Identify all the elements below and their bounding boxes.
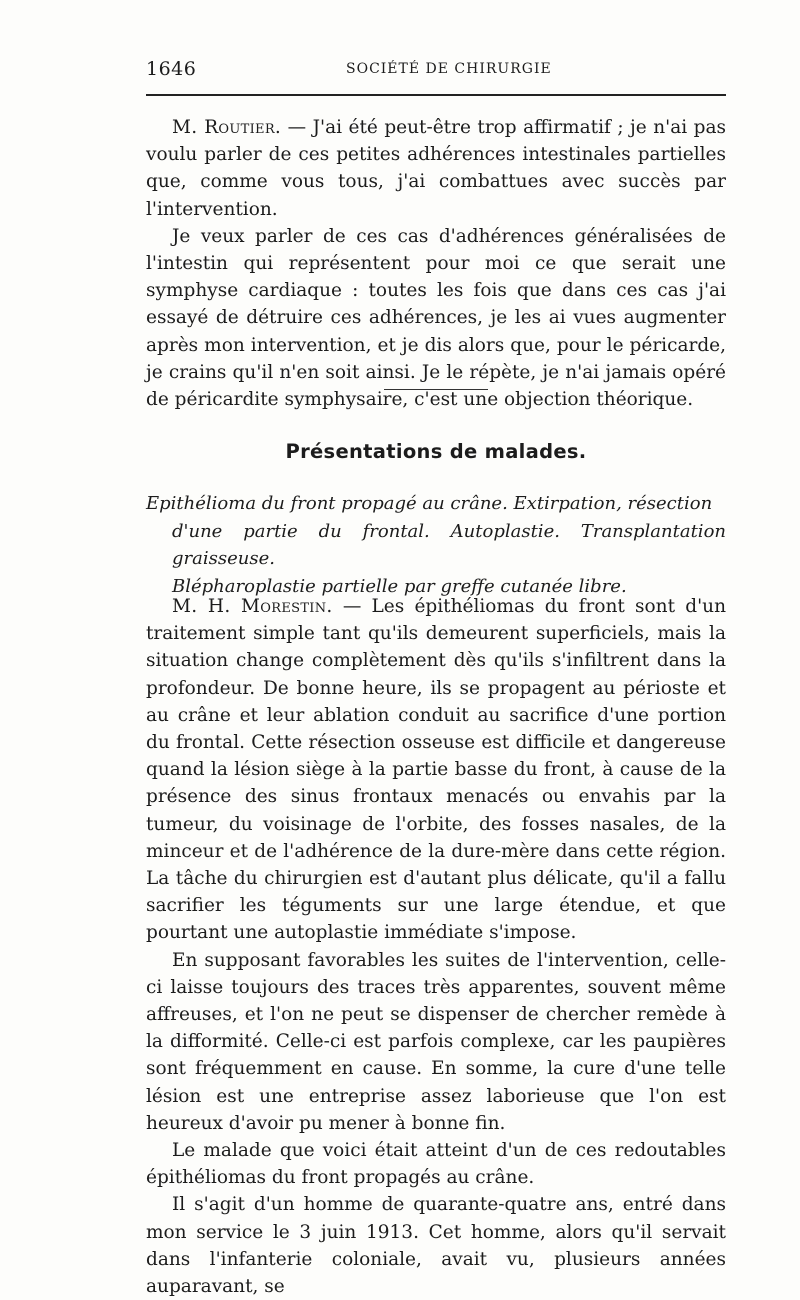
speaker-name: M. H. Morestin. (172, 596, 333, 617)
header-rule (146, 94, 726, 96)
case-title-line-3: Blépharoplastie partielle par greffe cutanée libre. (172, 575, 627, 597)
running-title: SOCIÉTÉ DE CHIRURGIE (346, 61, 552, 77)
case-paragraph-4: Il s'agit d'un homme de quarante-quatre ans, entré dans mon service le 3 juin 1913. Cet homme, alors qu'il servait dans l'infanterie coloniale, avait vu, plusieurs années auparavant, se (146, 1194, 726, 1298)
case-title (146, 490, 726, 600)
case-title-line-2: d'une partie du frontal. Autoplastie. Transplantation graisseuse. (172, 520, 726, 569)
discussion-paragraph-1 (146, 114, 726, 223)
paragraph-text: — Les épithéliomas du front sont d'un traitement simple tant qu'ils demeurent superficiels, mais la situation change complètement dès qu'ils s'infiltrent dans la profondeur. De bonne heure, ils se propagent au périoste et au crâne et leur ablation conduit au sacrifice d'une portion du frontal. Cette résection osseuse est difficile et dangereuse quand la lésion siège à la partie basse du front, à cause de la présence des sinus frontaux menacés ou envahis par la tumeur, du voisinage de l'orbite, des fosses nasales, de la minceur et de l'adhérence de la dure-mère dans cette région. La tâche du chirurgien est d'autant plus délicate, qu'il a fallu sacrifier les téguments sur une large étendue, et que pourtant une autoplastie immédiate s'impose. (146, 596, 726, 944)
case-title-line-1: Epithélioma du front propagé au crâne. Extirpation, résection (146, 493, 713, 514)
case-body (146, 593, 726, 1300)
section-heading: Présentations de malades. (285, 440, 587, 463)
case-paragraph-3: Le malade que voici était atteint d'un de ces redoutables épithéliomas du front propagés au crâne. (146, 1140, 726, 1189)
case-paragraph-2: En supposant favorables les suites de l'intervention, celle-ci laisse toujours des traces très apparentes, souvent même affreuses, et l'on ne peut se dispenser de chercher remède à la difformité. Celle-ci est parfois complexe, car les paupières sont fréquemment en cause. En somme, la cure d'une telle lésion est une entreprise assez laborieuse que l'on est heureux d'avoir pu mener à bonne fin. (146, 949, 726, 1134)
case-paragraph-1 (146, 593, 726, 947)
section-separator (384, 389, 488, 390)
page-number: 1646 (146, 58, 197, 80)
running-head (146, 58, 726, 84)
discussion-paragraph-2: Je veux parler de ces cas d'adhérences généralisées de l'intestin qui représentent pour moi ce que serait une symphyse cardiaque : toutes les fois que dans ces cas j'ai essayé de détruire ces adhérences, je les ai vues augmenter après mon intervention, et je dis alors que, pour le péricarde, je crains qu'il n'en soit ainsi. Je le répète, je n'ai jamais opéré de péricardite symphysaire, c'est une objection théorique. (146, 225, 726, 411)
discussion-block (146, 114, 726, 413)
speaker-name: M. Routier. (172, 117, 282, 138)
paragraph-text: — J'ai été peut-être trop affirmatif ; je n'ai pas voulu parler de ces petites adhérences intestinales partielles que, comme vous tous, j'ai combattues avec succès par l'intervention. (146, 117, 726, 220)
